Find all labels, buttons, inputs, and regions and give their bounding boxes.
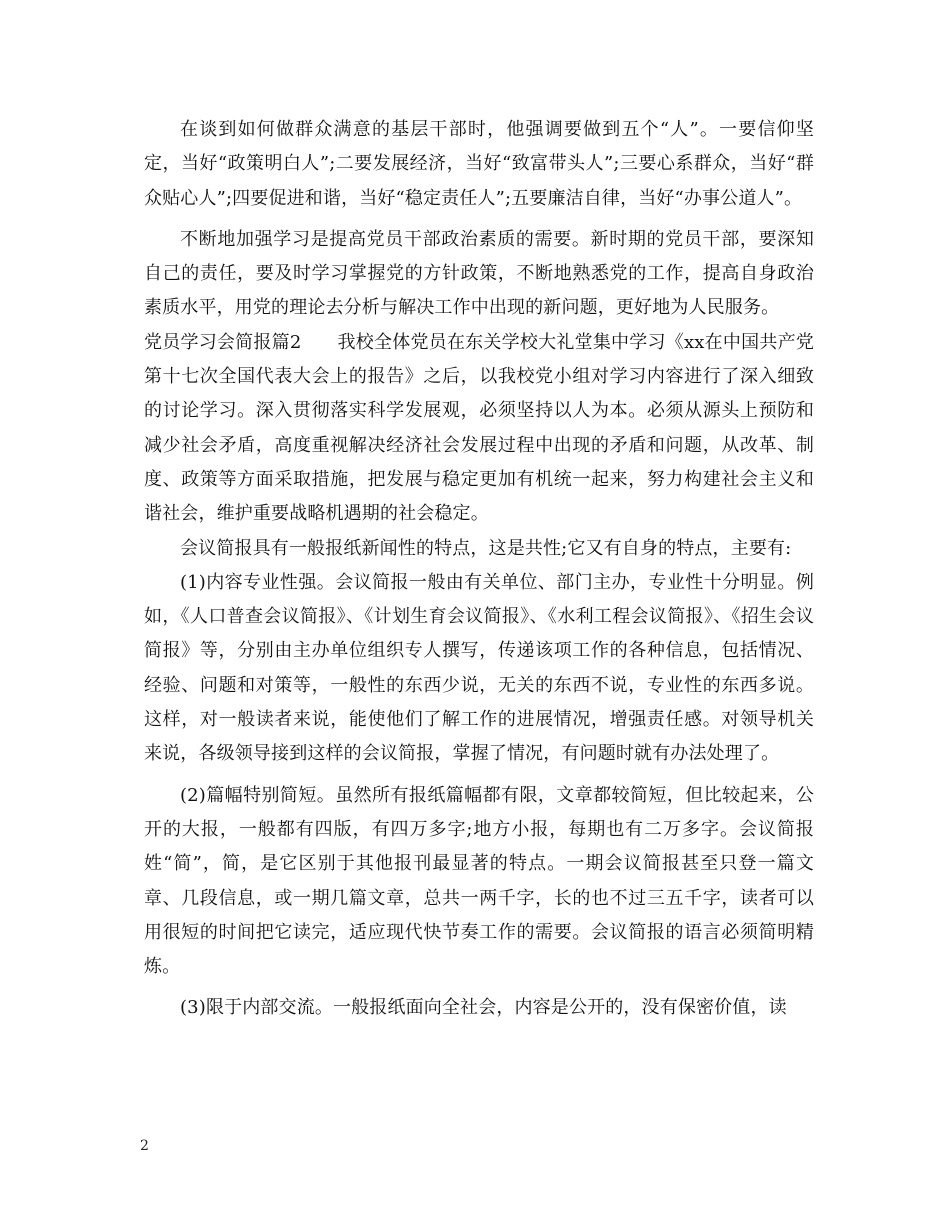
paragraph-4: 会议简报具有一般报纸新闻性的特点，这是共性;它又有自身的特点，主要有:	[180, 537, 792, 559]
paragraph-7: (3)限于内部交流。一般报纸面向全社会，内容是公开的，没有保密价值，读	[180, 997, 787, 1019]
paragraph-2: 不断地加强学习是提高党员干部政治素质的需要。新时期的党员干部，要深知自己的责任，要及时学习掌握党的方针政策，不断地熟悉党的工作，提高自身政治素质水平，用党的理论去分析与解决工作中出现的新问题，更好地为人民服务。	[144, 228, 814, 319]
paragraph-6: (2)篇幅特别简短。虽然所有报纸篇幅都有限，文章都较简短，但比较起来，公开的大报，一般都有四版，有四万多字;地方小报，每期也有二万多字。会议简报姓“简”，简，是它区别于其他报刊最显著的特点。一期会议简报甚至只登一篇文章、几段信息，或一期几篇文章，总共一两千字，长的也不过三五千字，读者可以用很短的时间把它读完，适应现代快节奏工作的需要。会议简报的语言必须简明精炼。	[144, 784, 814, 978]
document-body	[144, 113, 814, 1026]
page-number: 2	[140, 1138, 149, 1154]
paragraph-3	[144, 326, 814, 532]
paragraph-1: 在谈到如何做群众满意的基层干部时，他强调要做到五个“人”。一要信仰坚定，当好“政策明白人”;二要发展经济，当好“致富带头人”;三要心系群众，当好“群众贴心人”;四要促进和谐，当好“稳定责任人”;五要廉洁自律，当好“办事公道人”。	[144, 119, 814, 209]
article-heading: 党员学习会简报篇2	[144, 331, 302, 353]
paragraph-5: (1)内容专业性强。会议简报一般由有关单位、部门主办，专业性十分明显。例如，《人口普查会议简报》、《计划生育会议简报》、《水利工程会议简报》、《招生会议简报》等，分别由主办单位组织专人撰写，传递该项工作的各种信息，包括情况、经验、问题和对策等，一般性的东西少说，无关的东西不说，专业性的东西多说。这样，对一般读者来说，能使他们了解工作的进展情况，增强责任感。对领导机关来说，各级领导接到这样的会议简报，掌握了情况，有问题时就有办法处理了。	[144, 571, 814, 765]
paragraph-3-text: 我校全体党员在东关学校大礼堂集中学习《xx在中国共产党第十七次全国代表大会上的报告》之后，以我校党小组对学习内容进行了深入细致的讨论学习。深入贯彻落实科学发展观，必须坚持以人为本。必须从源头上预防和减少社会矛盾，高度重视解决经济社会发展过程中出现的矛盾和问题，从改革、制度、政策等方面采取措施，把发展与稳定更加有机统一起来，努力构建社会主义和谐社会，维护重要战略机遇期的社会稳定。	[144, 331, 814, 525]
